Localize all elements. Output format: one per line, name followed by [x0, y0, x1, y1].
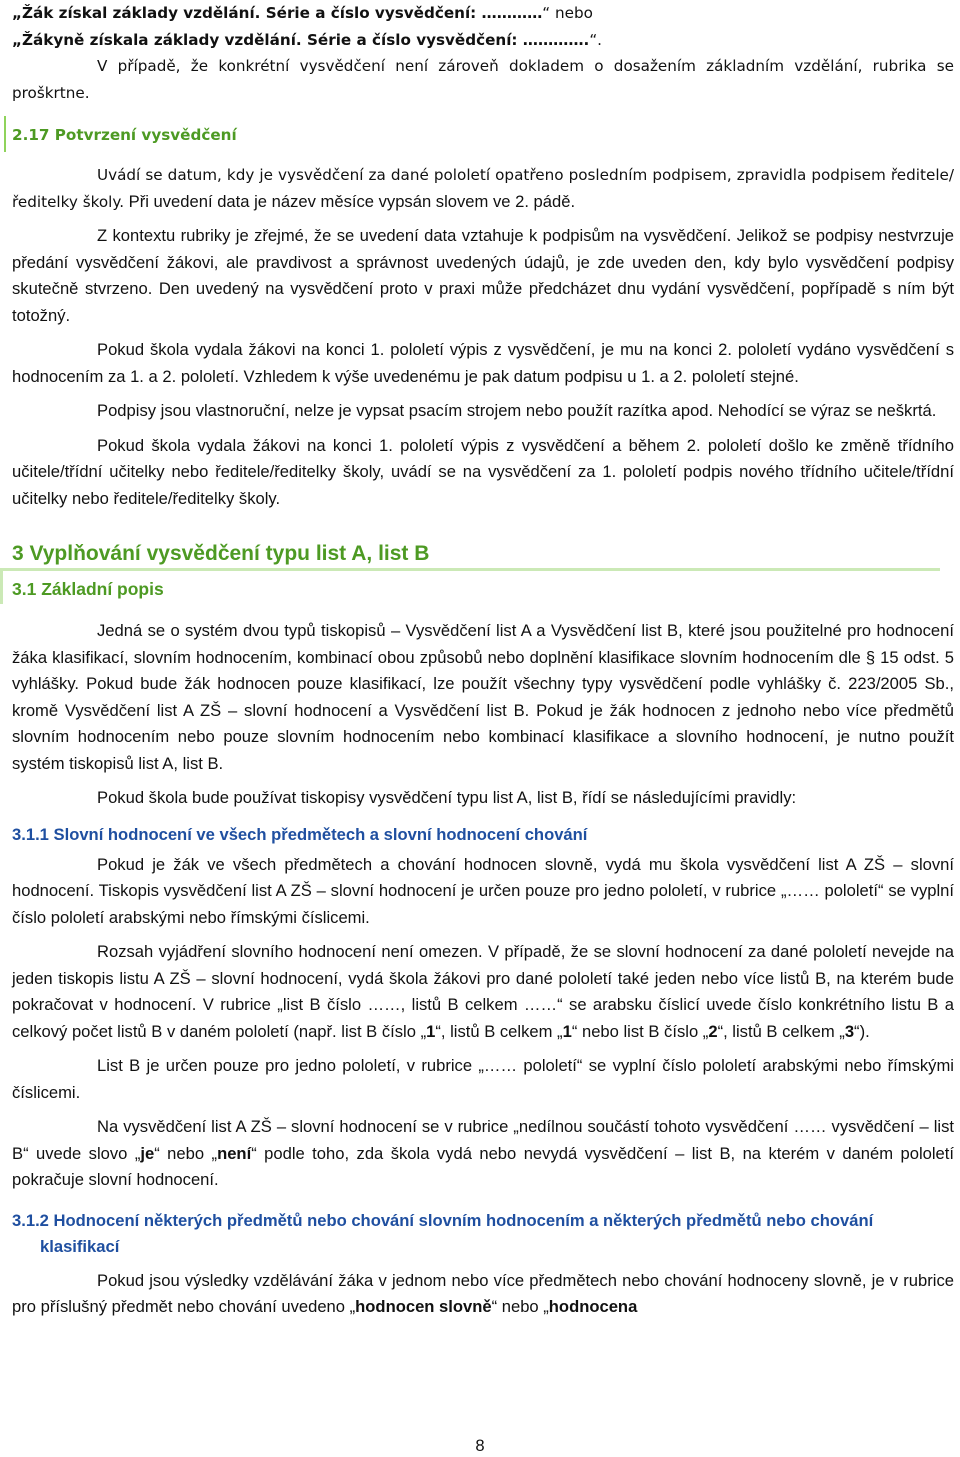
paragraph [12, 1114, 954, 1194]
paragraph: Z kontextu rubriky je zřejmé, že se uvedení data vztahuje k podpisům na vysvědčení. Jelikož se podpisy nestvrzuje předání vysvědčení žákovi, ale pravdivost a správnost uvedených údajů, je zde uveden den, kdy bylo vysvědčení podpisy skutečně stvrzeno. Den uvedený na vysvědčení proto v praxi může předcházet dnu vydání vysvědčení, popřípadě s ním být totožný. [12, 226, 954, 325]
emphasis: není [217, 1143, 252, 1163]
paragraph-part: Na vysvědčení list A ZŠ – slovní hodnocení se v rubrice „nedílnou součástí tohoto vysvědčení …… vysvědčení – list B“ uvede slovo „ [12, 1117, 954, 1163]
section-3-1-1 [12, 822, 954, 848]
emphasis: hodnocena [548, 1297, 638, 1316]
heading-rule [0, 568, 940, 571]
paragraph [12, 162, 954, 215]
section-3-1-2-heading: 3.1.2 Hodnocení některých předmětů nebo chování slovním hodnocením a některých předmětů nebo chování klasifikací [12, 1210, 874, 1256]
paragraph: Pokud škola bude používat tiskopisy vysvědčení typu list A, list B, řídí se následujícími pravidly: [97, 788, 797, 807]
paragraph [12, 939, 954, 1045]
paragraph-part: “, listů B celkem „ [435, 1021, 563, 1041]
intro-line-2 [12, 27, 954, 54]
section-2-17 [12, 122, 954, 148]
emphasis: je [140, 1143, 155, 1163]
paragraph: List B je určen pouze pro jedno pololetí, v rubrice „…… pololetí“ se vyplní číslo pololetí arabskými nebo římskými číslicemi. [12, 1056, 954, 1102]
document-page [12, 0, 954, 1321]
paragraph: Jedná se o systém dvou typů tiskopisů – Vysvědčení list A a Vysvědčení list B, které jsou použitelné pro hodnocení žáka klasifikací, slovním hodnocením, kombinací obou způsobů nebo doplnění klasifikace slovním hodnocením dle § 15 odst. 5 vyhlášky. Pokud bude žák hodnocen pouze klasifikací, lze použít všechny typy vysvědčení podle vyhlášky č. 223/2005 Sb., kromě Vysvědčení list A ZŠ – slovní hodnocení a Vysvědčení list B. Pokud je žák hodnocen z jednoho nebo více předmětů slovním hodnocením nebo pouze slovním hodnocením nebo kombinací klasifikace a slovního hodnocení, je nutno použít systém tiskopisů list A, list B. [12, 621, 954, 773]
intro-line-1-end: “ nebo [542, 4, 593, 22]
section-3-1 [12, 576, 954, 602]
section-3-1-1-heading: 3.1.1 Slovní hodnocení ve všech předmětech a slovní hodnocení chování [12, 824, 588, 844]
emphasis: 1 [426, 1021, 436, 1041]
section-3-1-2-body [12, 1268, 954, 1321]
emphasis: hodnocen slovně [355, 1297, 492, 1316]
section-3-1-heading: 3.1 Základní popis [12, 579, 164, 599]
heading-side-bar [0, 570, 3, 604]
section-3-1-1-body [12, 852, 954, 1194]
intro-line-1-text: „Žák získal základy vzdělání. Série a číslo vysvědčení: ………… [12, 4, 543, 22]
paragraph-part: Pokud jsou výsledky vzdělávání žáka v jednom nebo více předmětech nebo chování hodnoceny slovně, je v rubrice pro příslušný předmět nebo chování uvedeno „ [12, 1270, 954, 1316]
paragraph-part: Uvádí se datum, kdy je vysvědčení za dané pololetí opatřeno posledním podpisem, zpravidla podpisem ředitele/ředitelky školy. [12, 166, 954, 211]
emphasis: 2 [708, 1021, 718, 1041]
paragraph-part: Rozsah vyjádření slovního hodnocení není omezen. V případě, že se slovní hodnocení za dané pololetí nevejde na jeden tiskopis listu A ZŠ – slovní hodnocení, vydá škola žákovi pro dané pololetí také jeden nebo více listů B, na kterém bude pokračovat v hodnocení. V rubrice „list B číslo ……, listů B celkem ……“ se arabsku číslicí uvede číslo konkrétního listu B a celkový počet listů B v daném pololetí (např. list B číslo „ [12, 942, 954, 1041]
paragraph: Pokud škola vydala žákovi na konci 1. pololetí výpis z vysvědčení, je mu na konci 2. pololetí vydáno vysvědčení s hodnocením za 1. a 2. pololetí. Vzhledem k výše uvedenému je pak datum podpisu u 1. a 2. pololetí stejné. [12, 340, 954, 386]
paragraph [12, 1268, 954, 1321]
section-3-heading: 3 Vyplňování vysvědčení typu list A, list B [12, 542, 430, 565]
paragraph: Podpisy jsou vlastnoruční, nelze je vypsat psacím strojem nebo použít razítka apod. Nehodící se výraz se neškrtá. [97, 401, 937, 420]
paragraph-part: “ podle toho, zda škola vydá nebo nevydá vysvědčení – list B, na kterém v daném pololetí pokračuje slovní hodnocení. [12, 1143, 955, 1189]
section-3-1-body [12, 618, 954, 812]
intro-line-1 [12, 0, 954, 27]
intro-block [12, 0, 954, 106]
paragraph: Pokud škola vydala žákovi na konci 1. pololetí výpis z vysvědčení a během 2. pololetí došlo ke změně třídního učitele/třídní učitelky nebo ředitele/ředitelky školy, uvádí se na vysvědčení za 1. pololetí podpis nového třídního učitele/třídní učitelky nebo ředitele/ředitelky školy. [12, 435, 954, 508]
paragraph-part: Při uvedení data je název měsíce vypsán slovem ve 2. pádě. [124, 191, 576, 211]
paragraph-part: “ nebo „ [491, 1297, 549, 1316]
heading-side-bar [4, 116, 6, 152]
section-2-17-body [12, 162, 954, 512]
emphasis: 3 [844, 1021, 855, 1041]
paragraph-part: “, listů B celkem „ [717, 1021, 845, 1041]
paragraph-part: “ nebo „ [154, 1143, 218, 1163]
intro-line-2-text: „Žákyně získala základy vzdělání. Série a číslo vysvědčení: …………. [12, 30, 590, 49]
section-2-17-heading: 2.17 Potvrzení vysvědčení [12, 126, 237, 144]
section-3 [12, 540, 954, 568]
section-3-1-2 [12, 1208, 954, 1260]
intro-line-2-end: “. [589, 30, 603, 49]
page-number: 8 [475, 1436, 485, 1455]
intro-note: V případě, že konkrétní vysvědčení není zároveň dokladem o dosažením základním vzdělání, rubrika se proškrtne. [12, 57, 954, 102]
emphasis: 1 [562, 1021, 572, 1041]
paragraph: Pokud je žák ve všech předmětech a chování hodnocen slovně, vydá mu škola vysvědčení list A ZŠ – slovní hodnocení. Tiskopis vysvědčení list A ZŠ – slovní hodnocení je určen pouze pro jedno pololetí, v rubrice „…… pololetí“ se vyplní číslo pololetí arabskými nebo římskými číslicemi. [12, 854, 954, 927]
paragraph-part: “). [854, 1021, 870, 1041]
paragraph-part: “ nebo list B číslo „ [571, 1021, 709, 1041]
